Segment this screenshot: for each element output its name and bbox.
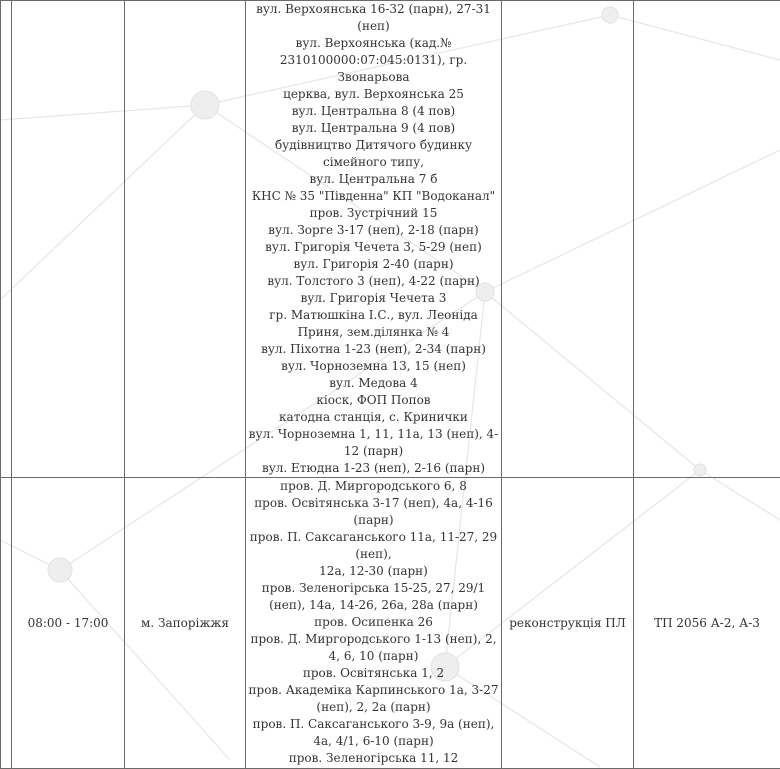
address-line: гр. Матюшкіна І.С., вул. Леоніда Приня, зем.ділянка № 4 [248, 307, 499, 341]
address-line: пров. Освітянська 3-17 (неп), 4а, 4-16 (парн) [248, 495, 499, 529]
address-line: вул. Григорія Чечета 3, 5-29 (неп) [248, 239, 499, 256]
address-line: пров. Зеленогірська 15-25, 27, 29/1 (неп), 14а, 14-26, 26а, 28а (парн) [248, 580, 499, 614]
work-type-cell [502, 1, 634, 478]
address-list-cell [246, 1, 502, 478]
address-line: КНС № 35 "Південна" КП "Водоканал" [248, 188, 499, 205]
address-line: вул. Толстого 3 (неп), 4-22 (парн) [248, 273, 499, 290]
address-line: вул. Центральна 9 (4 пов) [248, 120, 499, 137]
address-line: вул. Центральна 8 (4 пов) [248, 103, 499, 120]
address-line: вул. Григорія Чечета 3 [248, 290, 499, 307]
row-margin-cell [1, 478, 12, 769]
address-line: вул. Верхоянська (кад.№ 2310100000:07:045:0131), гр. Звонарьова [248, 35, 499, 86]
address-line: 12а, 12-30 (парн) [248, 563, 499, 580]
address-line: пров. Освітянська 1, 2 [248, 665, 499, 682]
address-line: церква, вул. Верхоянська 25 [248, 86, 499, 103]
address-line: пров. Осипенка 26 [248, 614, 499, 631]
address-line: вул. Григорія 2-40 (парн) [248, 256, 499, 273]
table-row [1, 478, 780, 769]
address-line: пров. Д. Миргородського 1-13 (неп), 2, 4, 6, 10 (парн) [248, 631, 499, 665]
locality-cell: м. Запоріжжя [125, 478, 246, 769]
address-line: будівництво Дитячого будинку сімейного типу, [248, 137, 499, 171]
address-line: вул. Верхоянська 16-32 (парн), 27-31 (неп) [248, 1, 499, 35]
address-line: вул. Етюдна 1-23 (неп), 2-16 (парн) [248, 460, 499, 477]
address-line: пров. Зеленогірська 11, 12 [248, 750, 499, 767]
address-line: вул. Зорге 3-17 (неп), 2-18 (парн) [248, 222, 499, 239]
address-line: кіоск, ФОП Попов [248, 392, 499, 409]
object-cell: ТП 2056 А-2, А-3 [634, 478, 780, 769]
address-list-cell [246, 478, 502, 769]
address-line: вул. Чорноземна 13, 15 (неп) [248, 358, 499, 375]
address-line: вул. Чорноземна 1, 11, 11а, 13 (неп), 4-12 (парн) [248, 426, 499, 460]
address-line: пров. Академіка Карпинського 1а, 3-27 (неп), 2, 2а (парн) [248, 682, 499, 716]
address-line: вул. Центральна 7 б [248, 171, 499, 188]
work-type-cell: реконструкція ПЛ [502, 478, 634, 769]
time-cell: 08:00 - 17:00 [12, 478, 125, 769]
address-line: пров. П. Саксаганського 3-9, 9а (неп), 4а, 4/1, 6-10 (парн) [248, 716, 499, 750]
row-margin-cell [1, 1, 12, 478]
address-line: вул. Піхотна 1-23 (неп), 2-34 (парн) [248, 341, 499, 358]
locality-cell [125, 1, 246, 478]
address-line: пров. Д. Миргородського 6, 8 [248, 478, 499, 495]
address-line: пров. Зустрічний 15 [248, 205, 499, 222]
address-line: катодна станція, с. Кринички [248, 409, 499, 426]
address-line: вул. Медова 4 [248, 375, 499, 392]
table-row [1, 1, 780, 478]
time-cell [12, 1, 125, 478]
object-cell [634, 1, 780, 478]
address-line: пров. П. Саксаганського 11а, 11-27, 29 (неп), [248, 529, 499, 563]
